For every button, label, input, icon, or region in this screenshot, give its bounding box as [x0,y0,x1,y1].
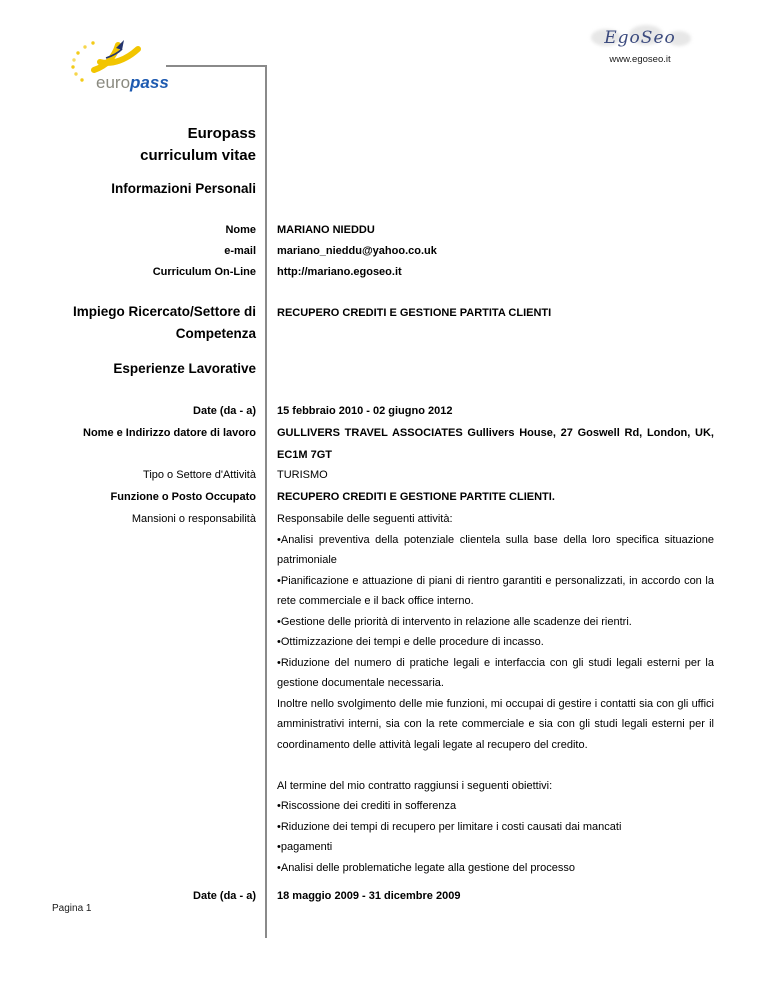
row-experience1-sector [0,465,714,487]
experience2-dates-label: Date (da - a) [193,890,256,902]
document-title-line2: curriculum vitae [140,147,256,164]
objective-label: Impiego Ricercato/Settore di Competenza [72,304,256,341]
experience2-dates-value: 18 maggio 2009 - 31 dicembre 2009 [277,890,461,902]
experience1-duties-label: Mansioni o responsabilità [131,513,256,525]
europass-stars-icon [71,41,94,81]
duties-line: •Riduzione dei tempi di recupero per limitare i costi causati dai mancati [277,820,622,833]
experience1-sector-label: Tipo o Settore d'Attività [143,469,256,481]
duties-line: •Ottimizzazione dei tempi e delle procedure di incasso. [277,636,544,648]
duties-line: Responsabile delle seguenti attività: [277,513,453,525]
duties-line: •Analisi delle problematiche legate alla gestione del processo [277,861,575,874]
duties-line: •Riduzione del numero di pratiche legali e interfaccia con gli studi legali esterni per la gestione documentale necessaria. [277,656,714,689]
row-curriculum-online [0,262,714,284]
duties-line: •Gestione delle priorità di intervento in relazione alle scadenze dei rientri. [277,615,632,628]
row-objective [0,301,714,344]
row-experience2-dates [0,886,714,908]
experience1-employer-value: GULLIVERS TRAVEL ASSOCIATES Gullivers House, 27 Goswell Rd, London, UK, EC1M 7GT [277,427,714,461]
curriculum-online-value: http://mariano.egoseo.it [277,266,402,278]
row-experience1-duties [0,509,714,878]
section-heading-experience: Esperienze Lavorative [113,361,256,376]
duties-line: •Pianificazione e attuazione di piani di rientro garantiti e personalizzati, in accordo con la rete commerciale e il back office interno. [277,574,714,607]
experience1-dates-value: 15 febbraio 2010 - 02 giugno 2012 [277,405,453,417]
document-title-line1: Europass [187,125,256,142]
experience1-role-value: RECUPERO CREDITI E GESTIONE PARTITE CLIENTI. [277,491,555,503]
europass-logo [60,36,172,98]
row-experience1-role [0,487,714,509]
row-experience1-dates [0,401,714,423]
document-title [0,123,256,167]
row-email [0,241,714,263]
duties-line: •Riscossione dei crediti in sofferenza [277,800,457,812]
objective-value: RECUPERO CREDITI E GESTIONE PARTITA CLIENTI [277,307,552,319]
experience1-duties-value [277,509,714,878]
europass-wordmark: europass [96,73,169,92]
duties-line: •pagamenti [277,841,333,853]
europass-figure-icon [94,40,138,70]
row-name [0,220,714,242]
egoseo-logo [575,28,705,65]
page-number: Pagina 1 [52,903,92,914]
header-horizontal-rule [166,65,265,67]
egoseo-wordmark: EgoSeo [604,28,676,48]
email-label: e-mail [224,245,256,257]
duties-line: Al termine del mio contratto raggiunsi i seguenti obiettivi: [277,779,553,792]
experience1-dates-label: Date (da - a) [193,405,256,417]
duties-line: Inoltre nello svolgimento delle mie funzioni, mi occupai di gestire i contatti sia con gli uffici amministrativi interni, sia con la rete commerciale e sia con gli studi legali esterni per il coordinamento delle attività legali legate al recupero del credito. [277,697,714,751]
duties-line [277,755,714,776]
duties-line: •Analisi preventiva della potenziale clientela sulla base della loro specifica situazione patrimoniale [277,533,714,566]
email-value: mariano_nieddu@yahoo.co.uk [277,245,437,257]
name-value: MARIANO NIEDDU [277,224,375,236]
experience1-role-label: Funzione o Posto Occupato [110,491,256,503]
row-experience1-employer [0,423,714,466]
egoseo-url: www.egoseo.it [609,54,671,65]
name-label: Nome [225,224,256,236]
section-heading-personal: Informazioni Personali [111,181,256,196]
curriculum-online-label: Curriculum On-Line [152,266,256,278]
experience1-employer-label: Nome e Indirizzo datore di lavoro [83,427,256,439]
experience1-sector-value: TURISMO [277,469,328,481]
